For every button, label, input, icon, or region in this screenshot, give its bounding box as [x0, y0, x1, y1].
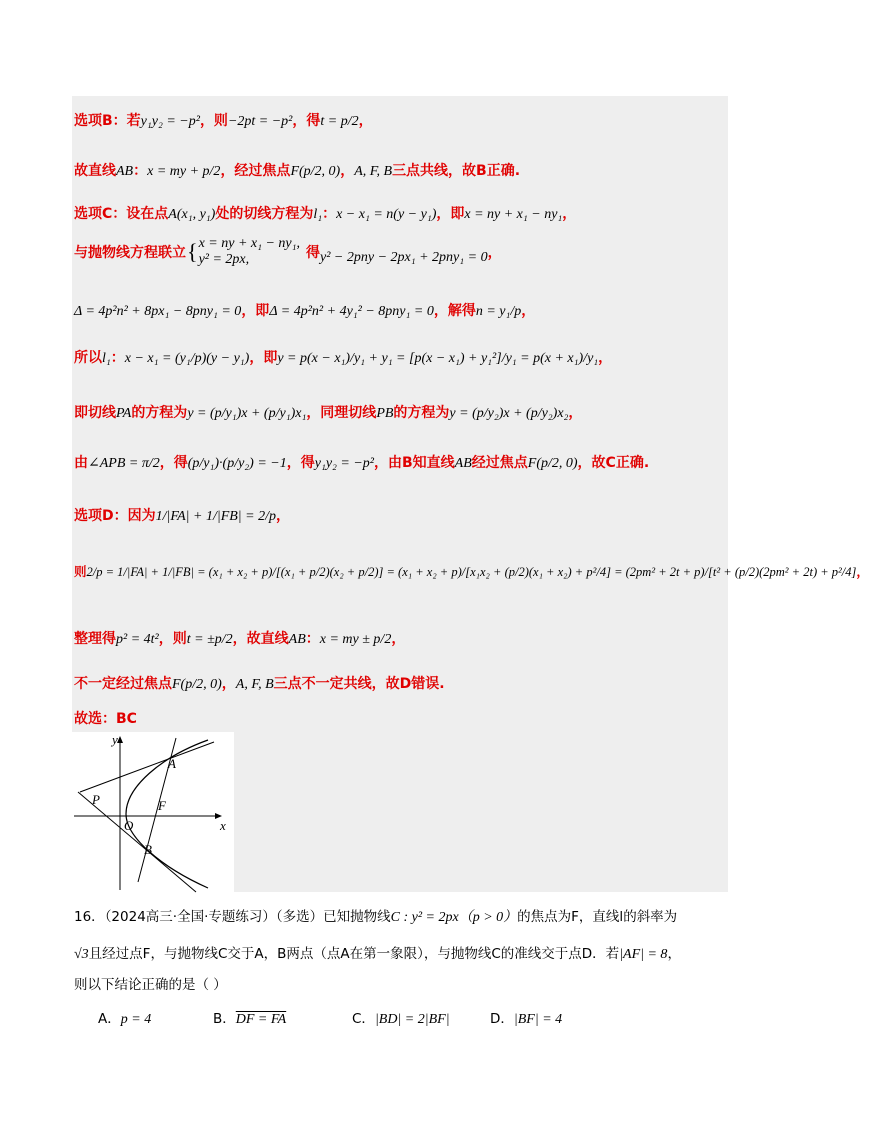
label-y: y — [112, 732, 118, 747]
label-x: x — [220, 818, 226, 833]
equation-system: x = ny + x₁ − ny₁, y² = 2px, — [198, 236, 300, 267]
system-brace: { — [187, 239, 198, 264]
option-b: B．DF = FA — [213, 1011, 287, 1027]
condition-expression: y₁y₂ = −p² — [140, 114, 200, 129]
option-b-line: 选项B：若y₁y₂ = −p²，则−2pt = −p²，得t = p/2， — [74, 113, 373, 129]
label-o: O — [124, 818, 134, 833]
question-line-1: 16．（2024高三·全国·专题练习）（多选）已知抛物线C : y² = 2px（p > 0）的焦点为F，直线l的斜率为 — [74, 909, 678, 925]
label-p: P — [92, 792, 100, 807]
option-c-label: 选项C：设在点 — [74, 206, 169, 222]
equation: −2pt = −p² — [227, 114, 293, 129]
question-line-2: √3且经过点F，与抛物线C交于A，B两点（点A在第一象限），与抛物线C的准线交于点D．若|AF| = 8， — [74, 946, 681, 962]
option-d-derivation-line: 则2/p = 1/|FA| + 1/|FB| = (x₁ + x₂ + p)/[(x₁ + p/2)(x₂ + p/2)] = (x₁ + x₂ + p)/[x₁x₂ + (p/2)(x₁ + x₂) + p²/4] = (2pm² + 2t + p)/[t² + (p/2)(2pm² + 2t) + p²/4]， — [74, 564, 869, 579]
result-expression: t = p/2 — [320, 114, 359, 129]
line-ab-equation: x = my + p/2 — [147, 164, 221, 179]
derivation-equation: 2/p = 1/|FA| + 1/|FB| = (x₁ + x₂ + p)/[(x₁ + p/2)(x₂ + p/2)] = (x₁ + x₂ + p)/[x₁x₂ + (p/2)(x₁ + x₂) + p²/4] = (2pm² + 2t + p)/[t² + (p/2)(2pm² + 2t) + p²/4] — [86, 565, 857, 579]
answer-line: 故选：BC — [74, 711, 137, 727]
question-line-3: 则以下结论正确的是（ ） — [74, 977, 227, 993]
option-c-tangents-pa-pb-line: 即切线PA的方程为y = (p/y₁)x + (p/y₁)x₁，同理切线PB的方程为y = (p/y₂)x + (p/y₂)x₂， — [74, 405, 583, 421]
points-afb: A, F, B — [354, 164, 393, 179]
label-f: F — [158, 798, 166, 813]
option-c: C．|BD| = 2|BF| — [352, 1011, 450, 1027]
figure-background — [66, 732, 234, 892]
label-b: B — [144, 842, 152, 857]
focus-point: F(p/2, 0) — [290, 164, 341, 179]
option-c-system-line: 与抛物线方程联立{ x = ny + x₁ − ny₁, y² = 2px, 得y² − 2pny − 2px₁ + 2pny₁ = 0， — [74, 236, 502, 267]
option-d: D．|BF| = 4 — [490, 1011, 563, 1027]
option-c-discriminant-line: Δ = 4p²n² + 8px₁ − 8pny₁ = 0，即Δ = 4p²n² + 4y₁² − 8pny₁ = 0，解得n = y₁/p， — [74, 303, 536, 319]
option-b-label: 选项B：若 — [74, 113, 141, 129]
option-a: A．p = 4 — [98, 1011, 152, 1027]
option-d-conclusion-line: 不一定经过焦点F(p/2, 0)，A, F, B三点不一定共线，故D错误. — [74, 676, 445, 692]
option-d-line: 选项D：因为1/|FA| + 1/|FB| = 2/p， — [74, 508, 290, 524]
tangent-equation: x − x₁ = n(y − y₁) — [336, 207, 437, 222]
option-d-simplify-line: 整理得p² = 4t²，则t = ±p/2，故直线AB：x = my ± p/2， — [74, 631, 406, 647]
option-d-label: 选项D：因为 — [74, 508, 156, 524]
parabola-figure — [66, 732, 234, 892]
label-a: A — [168, 756, 176, 771]
option-c-tangent-line: 所以l₁：x − x₁ = (y₁/p)(y − y₁)，即y = p(x − x₁)/y₁ + y₁ = [p(x − x₁) + y₁²]/y₁ = p(x + x₁)/y₁， — [74, 350, 613, 366]
option-c-line: 选项C：设在点A(x₁, y₁)处的切线方程为l₁：x − x₁ = n(y − y₁)，即x = ny + x₁ − ny₁， — [74, 206, 577, 222]
question-number: 16． — [74, 909, 105, 925]
discriminant-equation: Δ = 4p²n² + 8px₁ − 8pny₁ = 0 — [74, 304, 242, 319]
line-ab-label: AB — [116, 164, 134, 179]
option-b-conclusion-line: 故直线AB：x = my + p/2，经过焦点F(p/2, 0)，A, F, B三点共线，故B正确. — [74, 163, 521, 179]
option-c-conclusion-line: 由∠APB = π/2，得(p/y₁)·(p/y₂) = −1，得y₁y₂ = −p²，由B知直线AB经过焦点F(p/2, 0)，故C正确. — [74, 455, 650, 471]
